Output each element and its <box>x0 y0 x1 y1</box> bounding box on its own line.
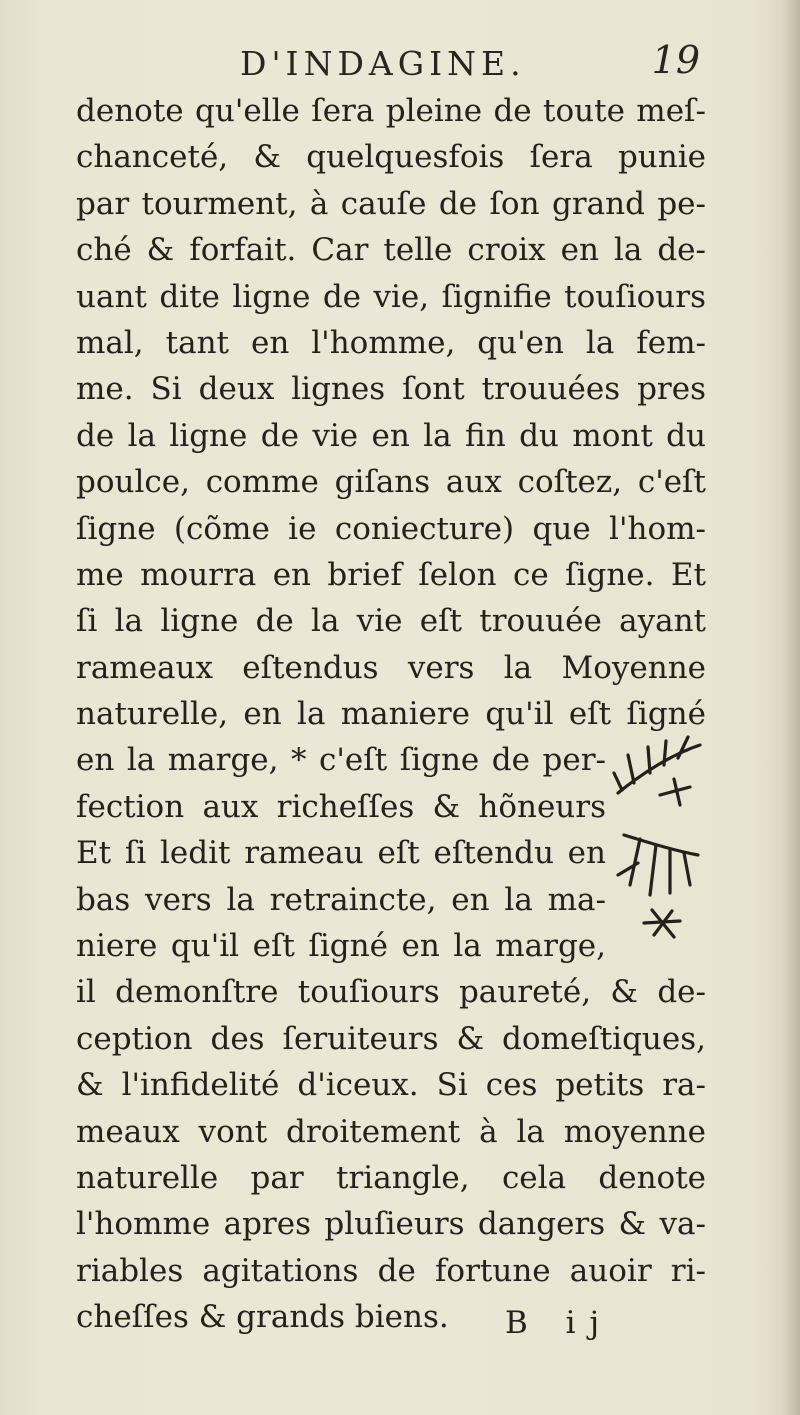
text-line: ché & forfait. Car telle croix en la de- <box>76 232 706 269</box>
text-line: me. Si deux lignes ſont trouuées pres <box>76 371 706 408</box>
text-line: ſigne (cõme ie coniecture) que l'hom- <box>76 510 706 547</box>
running-head-title: D'INDAGINE. <box>240 44 526 83</box>
text-line: rameaux eſtendus vers la Moyenne <box>76 649 706 686</box>
text-line: il demonſtre touſiours paureté, & de- <box>76 974 706 1011</box>
text-line: ſi la ligne de la vie eſt trouuée ayant <box>76 603 706 640</box>
text-line: de la ligne de vie en la fin du mont du <box>76 417 706 454</box>
text-line: ception des ſeruiteurs & domeſtiques, <box>76 1020 706 1057</box>
text-line: naturelle, en la maniere qu'il eſt ſigné <box>76 696 706 733</box>
text-line: riables agitations de fortune auoir ri- <box>76 1252 706 1289</box>
text-line: mal, tant en l'homme, qu'en la fem- <box>76 324 706 361</box>
text-line: meaux vont droitement à la moyenne <box>76 1113 706 1150</box>
text-line: chanceté, & quelquesfois ſera punie <box>76 139 706 176</box>
text-line: uant dite ligne de vie, ſignifie touſiours <box>76 278 706 315</box>
text-line: poulce, comme giſans aux coſtez, c'eſt <box>76 464 706 501</box>
text-line: naturelle par triangle, cela denote <box>76 1159 706 1196</box>
text-line: par tourment, à cauſe de ſon grand pe- <box>76 185 706 222</box>
signature-mark: B ij <box>505 1305 614 1341</box>
text-line: niere qu'il eſt ſigné en la marge, <box>76 928 606 965</box>
text-line: me mourra en brief ſelon ce ſigne. Et <box>76 556 706 593</box>
text-line: cheſſes & grands biens. <box>76 1299 449 1336</box>
text-line: Et ſi ledit rameau eſt eſtendu en <box>76 835 606 872</box>
body-text <box>76 88 706 1341</box>
page-edge-shadow <box>782 0 800 1415</box>
text-line: fection aux richeſſes & hõneurs <box>76 788 606 825</box>
text-line: l'homme apres pluſieurs dangers & va- <box>76 1206 706 1243</box>
text-line: en la marge, * c'eſt ſigne de per- <box>76 742 606 779</box>
page-number: 19 <box>651 38 700 82</box>
text-line: bas vers la retraincte, en la ma- <box>76 881 606 918</box>
text-line: denote qu'elle ſera pleine de toute meſ- <box>76 93 706 129</box>
text-line: & l'infidelité d'iceux. Si ces petits ra- <box>76 1067 706 1104</box>
running-head <box>240 38 700 88</box>
palm-line-marginal-figures <box>600 725 710 950</box>
